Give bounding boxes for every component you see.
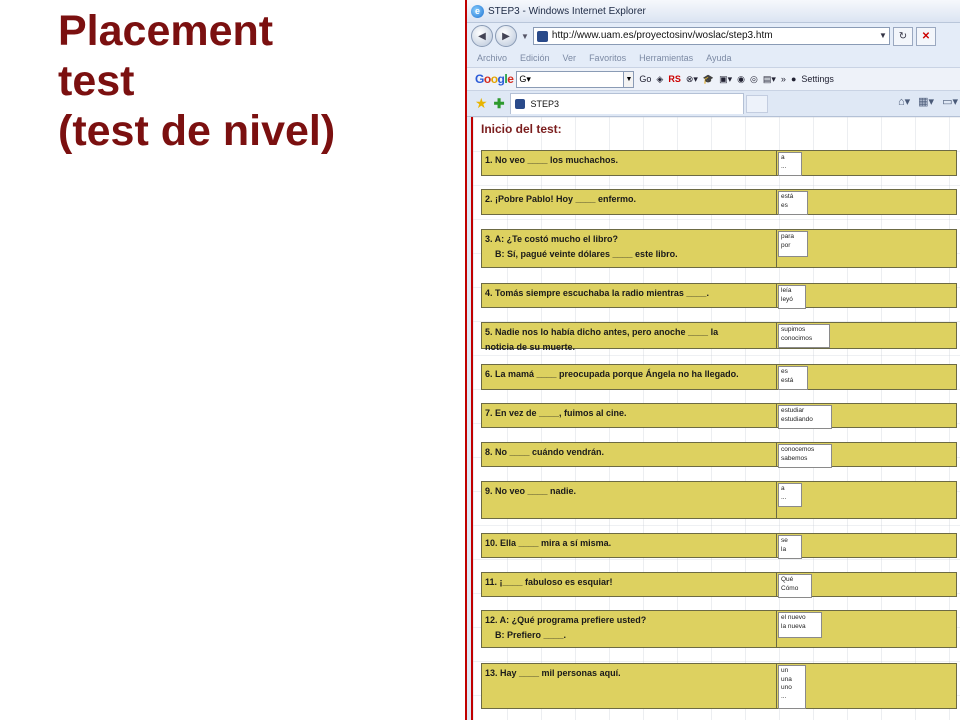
answer-option[interactable]: está — [781, 193, 794, 200]
tab-step3[interactable] — [510, 93, 744, 114]
answer-option[interactable]: está — [781, 376, 794, 384]
answer-divider — [776, 534, 777, 557]
favorites-star-icon[interactable]: ★ — [475, 95, 488, 111]
title-bar — [467, 0, 960, 23]
question-text — [485, 576, 775, 589]
question-row — [481, 283, 957, 308]
forward-button[interactable]: ▶ — [495, 25, 517, 47]
answer-divider — [776, 284, 777, 307]
menu-ayuda[interactable]: Ayuda — [706, 53, 732, 63]
google-toolbar — [467, 67, 960, 91]
add-favorite-icon[interactable]: ✚ — [493, 95, 505, 111]
answer-option[interactable]: una — [781, 675, 792, 683]
page-icon — [515, 99, 525, 109]
answer-divider — [776, 190, 777, 214]
cursor-icon[interactable]: ◎ — [750, 73, 758, 84]
globe-icon[interactable]: ◉ — [737, 73, 746, 84]
question-row — [481, 150, 957, 176]
menu-ver[interactable]: Ver — [562, 53, 577, 63]
answer-option[interactable]: la — [781, 545, 787, 553]
question-text — [485, 667, 775, 680]
answer-option[interactable]: se — [781, 537, 788, 544]
question-text — [485, 193, 775, 206]
address-text: http://www.uam.es/proyectosinv/woslac/step3.htm — [551, 30, 773, 41]
home-icon[interactable]: ⌂▾ — [897, 96, 911, 108]
question-text — [485, 233, 775, 261]
question-text — [485, 368, 775, 381]
feeds-icon[interactable]: ▦▾ — [918, 96, 935, 108]
question-line: 12. A: ¿Qué programa prefiere usted? — [485, 615, 647, 625]
question-line: 3. A: ¿Te costó mucho el libro? — [485, 234, 619, 244]
answer-divider — [776, 365, 777, 389]
menu-herramientas[interactable]: Herramientas — [639, 53, 694, 63]
answer-option[interactable]: Cómo — [781, 584, 799, 592]
question-text — [485, 485, 775, 498]
answer-select[interactable] — [778, 535, 802, 559]
back-button[interactable]: ◀ — [471, 25, 493, 47]
settings-icon[interactable]: ● — [790, 74, 797, 84]
answer-option[interactable]: leía — [781, 287, 792, 294]
command-bar — [898, 95, 958, 108]
question-line: 7. En vez de ____, fuimos al cine. — [485, 408, 627, 418]
question-row — [481, 610, 957, 648]
answer-option[interactable]: estudiar — [781, 407, 805, 414]
answer-divider — [776, 611, 777, 647]
google-search-input[interactable]: G▾ — [516, 71, 624, 88]
answer-option[interactable]: es — [781, 201, 788, 209]
answer-divider — [776, 323, 777, 348]
print-icon[interactable]: ▭▾ — [942, 96, 958, 108]
question-line: 1. No veo ____ los muchachos. — [485, 155, 619, 165]
answer-option[interactable]: a — [781, 485, 785, 492]
answer-option[interactable]: leyó — [781, 295, 793, 303]
question-text — [485, 446, 775, 459]
answer-divider — [776, 151, 777, 175]
menu-edicion[interactable]: Edición — [520, 53, 550, 63]
history-dropdown-icon[interactable]: ▼ — [521, 31, 529, 41]
slide-title-line: Placement — [58, 7, 274, 55]
tab-bar — [467, 91, 960, 117]
question-text — [485, 614, 775, 642]
calendar-icon[interactable]: ▤▾ — [762, 73, 776, 84]
answer-option[interactable]: conocimos — [781, 334, 813, 342]
slide-title-line: (test de nivel) — [58, 107, 336, 155]
address-bar — [467, 23, 960, 49]
answer-select[interactable] — [778, 405, 832, 429]
answer-divider — [776, 482, 777, 518]
answer-select[interactable] — [778, 366, 808, 390]
address-input[interactable] — [533, 27, 890, 45]
answer-divider — [776, 230, 777, 267]
answer-option[interactable]: es — [781, 368, 788, 375]
answer-divider — [776, 443, 777, 466]
answer-select[interactable] — [778, 324, 830, 348]
question-line: 2. ¡Pobre Pablo! Hoy ____ enfermo. — [485, 194, 637, 204]
answer-select[interactable] — [778, 191, 808, 215]
question-line: 8. No ____ cuándo vendrán. — [485, 447, 605, 457]
address-dropdown-icon[interactable]: ▼ — [878, 31, 887, 40]
more-tools-button[interactable]: » — [780, 74, 786, 84]
answer-divider — [776, 573, 777, 596]
question-row — [481, 533, 957, 558]
tab-label: STEP3 — [530, 99, 559, 109]
answer-select[interactable] — [778, 483, 802, 507]
answer-option[interactable]: para — [781, 233, 795, 240]
question-row — [481, 481, 957, 519]
answer-option[interactable]: un — [781, 667, 789, 674]
question-row — [481, 364, 957, 390]
page-icon — [537, 31, 548, 42]
answer-select[interactable] — [778, 665, 806, 709]
question-row — [481, 229, 957, 268]
answer-select[interactable] — [778, 444, 832, 468]
new-tab-button[interactable] — [746, 95, 768, 113]
answer-option[interactable]: estudiando — [781, 415, 813, 423]
test-heading: Inicio del test: — [481, 122, 562, 136]
google-search-dropdown-icon[interactable]: ▼ — [624, 71, 634, 88]
answer-option[interactable]: sabemos — [781, 454, 808, 462]
question-text — [485, 154, 775, 167]
question-line: 5. Nadie nos lo había dicho antes, pero anoche ____ la — [485, 327, 719, 337]
question-line: 13. Hay ____ mil personas aquí. — [485, 668, 621, 678]
question-row — [481, 663, 957, 709]
question-line: noticia de su muerte. — [485, 342, 576, 352]
question-row — [481, 322, 957, 352]
answer-option[interactable]: supimos — [781, 326, 806, 333]
question-line: 9. No veo ____ nadie. — [485, 486, 577, 496]
window-title: STEP3 - Windows Internet Explorer — [488, 5, 646, 17]
question-line: B: Prefiero ____. — [485, 630, 567, 640]
question-text — [485, 407, 775, 420]
slide-title-line: test — [58, 57, 135, 105]
menu-favoritos[interactable]: Favoritos — [589, 53, 627, 63]
question-line: 11. ¡____ fabuloso es esquiar! — [485, 577, 613, 587]
question-text — [485, 537, 775, 550]
answer-option[interactable]: por — [781, 241, 791, 249]
question-row — [481, 442, 957, 467]
google-logo: Google — [475, 72, 514, 86]
answer-option[interactable]: conocemos — [781, 446, 815, 453]
answer-option[interactable]: el nuevo — [781, 614, 806, 621]
question-line: 4. Tomás siempre escuchaba la radio mientras ____. — [485, 288, 709, 298]
answer-select[interactable] — [778, 152, 802, 176]
google-go-button[interactable]: Go — [639, 74, 652, 84]
answer-option[interactable]: ... — [781, 493, 787, 501]
answer-option[interactable]: ... — [781, 692, 787, 700]
ie-logo-icon: e — [471, 5, 484, 18]
youtube-icon[interactable]: ▣▾ — [719, 73, 733, 84]
question-line: B: Sí, pagué veinte dólares ____ este libro. — [485, 249, 678, 259]
question-row — [481, 572, 957, 597]
question-text — [485, 326, 775, 354]
answer-option[interactable]: la nueva — [781, 622, 806, 630]
stop-button[interactable]: ✕ — [916, 27, 936, 46]
question-text — [485, 287, 775, 300]
answer-option[interactable]: ... — [781, 162, 787, 170]
link-icon[interactable]: ⊗▾ — [685, 73, 698, 84]
question-row — [481, 403, 957, 428]
refresh-button[interactable]: ↻ — [893, 27, 913, 46]
answer-select[interactable] — [778, 612, 822, 638]
slide-title — [58, 6, 438, 156]
browser-window — [465, 0, 960, 720]
bookmarks-icon[interactable]: ◈ — [656, 73, 664, 84]
answer-select[interactable] — [778, 231, 808, 257]
menu-bar — [467, 49, 960, 67]
question-row — [481, 189, 957, 215]
question-line: 10. Ella ____ mira a sí misma. — [485, 538, 612, 548]
question-line: 6. La mamá ____ preocupada porque Ángela no ha llegado. — [485, 369, 739, 379]
answer-select[interactable] — [778, 285, 806, 309]
menu-archivo[interactable]: Archivo — [477, 53, 508, 63]
settings-button[interactable]: Settings — [801, 74, 834, 84]
answer-select[interactable] — [778, 574, 812, 598]
rs-button[interactable]: RS — [668, 74, 681, 84]
answer-divider — [776, 404, 777, 427]
page-content — [471, 117, 960, 720]
answer-option[interactable]: a — [781, 154, 785, 161]
answer-option[interactable]: Qué — [781, 576, 794, 583]
answer-option[interactable]: uno — [781, 684, 792, 691]
answer-divider — [776, 664, 777, 708]
graduation-icon[interactable]: 🎓 — [702, 73, 715, 84]
